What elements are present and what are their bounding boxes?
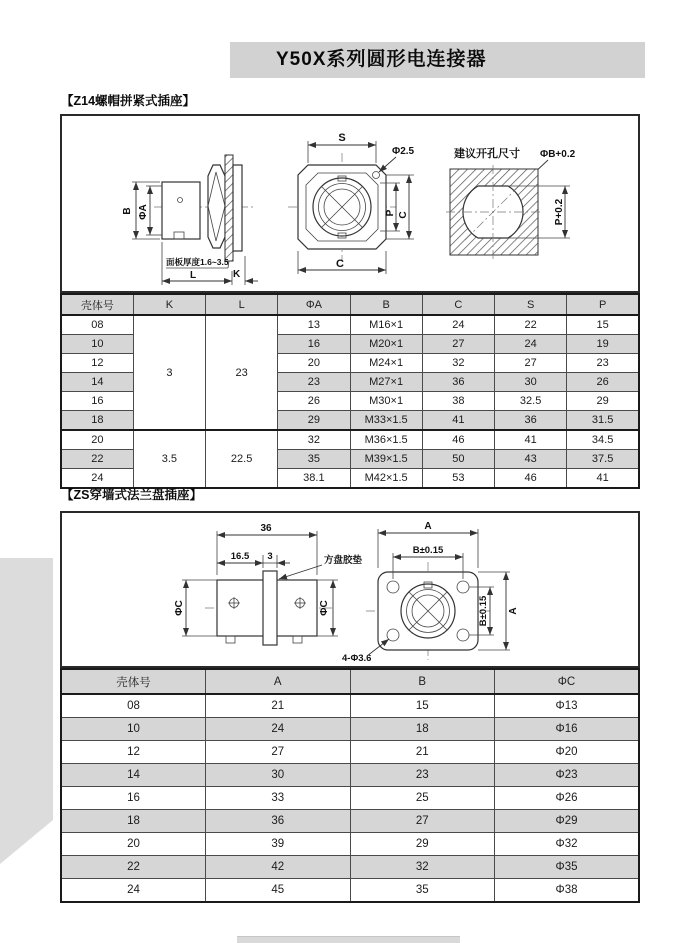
table-cell: 46 bbox=[495, 469, 567, 489]
table-cell: 46 bbox=[422, 430, 494, 450]
table-header-row bbox=[61, 669, 639, 694]
dim-label-phiC-left: ΦC bbox=[174, 600, 185, 616]
table-cell: M33×1.5 bbox=[350, 411, 422, 431]
column-header: ΦA bbox=[278, 294, 350, 315]
table-row bbox=[61, 833, 639, 856]
table-cell: 18 bbox=[61, 810, 206, 833]
z14-drawing-box bbox=[60, 114, 640, 293]
dim-label-S: S bbox=[338, 132, 346, 144]
table-cell: 30 bbox=[495, 373, 567, 392]
table-cell: 31.5 bbox=[567, 411, 639, 431]
table-cell-merged-L: 22.5 bbox=[206, 430, 278, 488]
table-cell: 16 bbox=[278, 335, 350, 354]
section1-title: 【Z14螺帽拼紧式插座】 bbox=[61, 94, 196, 108]
table-cell: 41 bbox=[567, 469, 639, 489]
table-cell: 16 bbox=[61, 787, 206, 810]
table-cell: 15 bbox=[567, 315, 639, 335]
table-cell: M24×1 bbox=[350, 354, 422, 373]
column-header: 壳体号 bbox=[61, 294, 133, 315]
table-cell: 38 bbox=[422, 392, 494, 411]
table-cell: 35 bbox=[278, 450, 350, 469]
table-cell: 30 bbox=[206, 764, 351, 787]
hole-diagram-title: 建议开孔尺寸 bbox=[454, 148, 520, 160]
table-cell: 22 bbox=[495, 315, 567, 335]
table-cell-merged-L: 23 bbox=[206, 315, 278, 430]
table-cell: 16 bbox=[61, 392, 133, 411]
table-cell: 33 bbox=[206, 787, 351, 810]
table-cell: 29 bbox=[350, 833, 495, 856]
table-row bbox=[61, 810, 639, 833]
table-cell: Φ16 bbox=[495, 718, 640, 741]
table-cell-merged-K: 3.5 bbox=[133, 430, 205, 488]
table-cell: Φ23 bbox=[495, 764, 640, 787]
table-cell: 24 bbox=[61, 469, 133, 489]
dim-label-P02: P+0.2 bbox=[554, 198, 565, 226]
table-cell: 08 bbox=[61, 315, 133, 335]
table-cell: 24 bbox=[422, 315, 494, 335]
dim-label-C-right: C bbox=[398, 211, 409, 219]
table-cell: 34.5 bbox=[567, 430, 639, 450]
table-cell: 38.1 bbox=[278, 469, 350, 489]
panel-thickness-note: 面板厚度1.6~3.5 bbox=[166, 257, 229, 267]
table-cell: M39×1.5 bbox=[350, 450, 422, 469]
table-cell: 12 bbox=[61, 354, 133, 373]
table-row bbox=[61, 787, 639, 810]
table-row bbox=[61, 764, 639, 787]
column-header: P bbox=[567, 294, 639, 315]
dim-label-B-top: B±0.15 bbox=[412, 545, 444, 556]
table-cell: 21 bbox=[350, 741, 495, 764]
table-cell: 36 bbox=[495, 411, 567, 431]
table-cell: 43 bbox=[495, 450, 567, 469]
table-cell: 18 bbox=[350, 718, 495, 741]
column-header: A bbox=[206, 669, 351, 694]
table-cell-merged-K: 3 bbox=[133, 315, 205, 430]
table-cell: M42×1.5 bbox=[350, 469, 422, 489]
dim-label-A-top: A bbox=[424, 521, 432, 532]
table-cell: 53 bbox=[422, 469, 494, 489]
table-cell: 22 bbox=[61, 856, 206, 879]
table-cell: 27 bbox=[206, 741, 351, 764]
dim-label-3: 3 bbox=[267, 551, 273, 562]
dim-label-A-right: A bbox=[508, 607, 519, 615]
page-title-bar bbox=[230, 42, 645, 78]
table-cell: 35 bbox=[350, 879, 495, 903]
zs-technical-drawing bbox=[62, 513, 638, 666]
table-cell: 37.5 bbox=[567, 450, 639, 469]
table-cell: 45 bbox=[206, 879, 351, 903]
table-cell: 50 bbox=[422, 450, 494, 469]
table-cell: M36×1.5 bbox=[350, 430, 422, 450]
table-cell: 32 bbox=[422, 354, 494, 373]
table-row bbox=[61, 694, 639, 718]
dim-label-L: L bbox=[190, 270, 197, 281]
table-cell: 08 bbox=[61, 694, 206, 718]
column-header: S bbox=[495, 294, 567, 315]
table-cell: 22 bbox=[61, 450, 133, 469]
table-cell: 13 bbox=[278, 315, 350, 335]
table-cell: 10 bbox=[61, 335, 133, 354]
gasket-label: 方盘胶垫 bbox=[324, 555, 363, 566]
footer-bar bbox=[237, 936, 460, 943]
table-cell: 15 bbox=[350, 694, 495, 718]
dim-label-B-right: B±0.15 bbox=[478, 595, 489, 627]
table-cell: M30×1 bbox=[350, 392, 422, 411]
dim-label-phi25: Φ2.5 bbox=[392, 146, 415, 157]
table-cell: 41 bbox=[495, 430, 567, 450]
table-row bbox=[61, 856, 639, 879]
table-cell: 25 bbox=[350, 787, 495, 810]
dim-label-K: K bbox=[233, 269, 241, 280]
table-cell: 20 bbox=[61, 430, 133, 450]
table-row bbox=[61, 879, 639, 903]
table-cell: 24 bbox=[206, 718, 351, 741]
dim-label-phiC-right: ΦC bbox=[319, 600, 330, 616]
z14-technical-drawing bbox=[62, 116, 638, 291]
table-cell: Φ38 bbox=[495, 879, 640, 903]
table-cell: 26 bbox=[278, 392, 350, 411]
table-cell: 23 bbox=[350, 764, 495, 787]
dim-label-165: 16.5 bbox=[230, 551, 250, 562]
table-header-row bbox=[61, 294, 639, 315]
column-header: C bbox=[422, 294, 494, 315]
table-row bbox=[61, 315, 639, 335]
table-cell: 23 bbox=[567, 354, 639, 373]
column-header: B bbox=[350, 294, 422, 315]
dim-label-C-bottom: C bbox=[336, 258, 344, 270]
table-cell: M27×1 bbox=[350, 373, 422, 392]
table-cell: 18 bbox=[61, 411, 133, 431]
table-cell: 24 bbox=[495, 335, 567, 354]
table-cell: 29 bbox=[278, 411, 350, 431]
table-cell: Φ20 bbox=[495, 741, 640, 764]
table-cell: Φ29 bbox=[495, 810, 640, 833]
table-row bbox=[61, 718, 639, 741]
table-cell: 27 bbox=[422, 335, 494, 354]
table-cell: 19 bbox=[567, 335, 639, 354]
section2-title: 【ZS穿墙式法兰盘插座】 bbox=[61, 488, 202, 502]
table-row bbox=[61, 430, 639, 450]
side-series-tab bbox=[0, 558, 53, 864]
zs-drawing-box bbox=[60, 511, 640, 668]
table-row bbox=[61, 741, 639, 764]
table-cell: M16×1 bbox=[350, 315, 422, 335]
table-cell: 36 bbox=[206, 810, 351, 833]
table-cell: 32.5 bbox=[495, 392, 567, 411]
column-header: B bbox=[350, 669, 495, 694]
column-header: K bbox=[133, 294, 205, 315]
dim-label-P: P bbox=[385, 209, 396, 217]
column-header: ΦC bbox=[495, 669, 640, 694]
column-header: L bbox=[206, 294, 278, 315]
table-cell: 27 bbox=[495, 354, 567, 373]
dim-label-36: 36 bbox=[260, 523, 272, 534]
page-title: Y50X系列圆形电连接器 bbox=[276, 49, 487, 70]
dim-label-phiA: ΦA bbox=[138, 204, 149, 220]
table-cell: 26 bbox=[567, 373, 639, 392]
column-header: 壳体号 bbox=[61, 669, 206, 694]
table-cell: 42 bbox=[206, 856, 351, 879]
dim-label-4holes: 4-Φ3.6 bbox=[342, 653, 372, 664]
z14-dimensions-table bbox=[60, 293, 640, 489]
table-cell: 39 bbox=[206, 833, 351, 856]
table-cell: 14 bbox=[61, 373, 133, 392]
zs-dimensions-table bbox=[60, 668, 640, 903]
table-cell: 20 bbox=[61, 833, 206, 856]
table-cell: 12 bbox=[61, 741, 206, 764]
dim-label-phiB: ΦB+0.2 bbox=[540, 149, 576, 160]
table-cell: 27 bbox=[350, 810, 495, 833]
table-cell: 32 bbox=[278, 430, 350, 450]
table-cell: 32 bbox=[350, 856, 495, 879]
table-cell: 14 bbox=[61, 764, 206, 787]
table-cell: 36 bbox=[422, 373, 494, 392]
table-cell: 23 bbox=[278, 373, 350, 392]
table-cell: 20 bbox=[278, 354, 350, 373]
dim-label-B: B bbox=[122, 207, 133, 215]
table-cell: 10 bbox=[61, 718, 206, 741]
table-cell: Φ32 bbox=[495, 833, 640, 856]
table-cell: Φ26 bbox=[495, 787, 640, 810]
table-cell: Φ13 bbox=[495, 694, 640, 718]
table-cell: 41 bbox=[422, 411, 494, 431]
table-cell: 21 bbox=[206, 694, 351, 718]
table-cell: Φ35 bbox=[495, 856, 640, 879]
table-cell: 29 bbox=[567, 392, 639, 411]
table-cell: 24 bbox=[61, 879, 206, 903]
table-cell: M20×1 bbox=[350, 335, 422, 354]
